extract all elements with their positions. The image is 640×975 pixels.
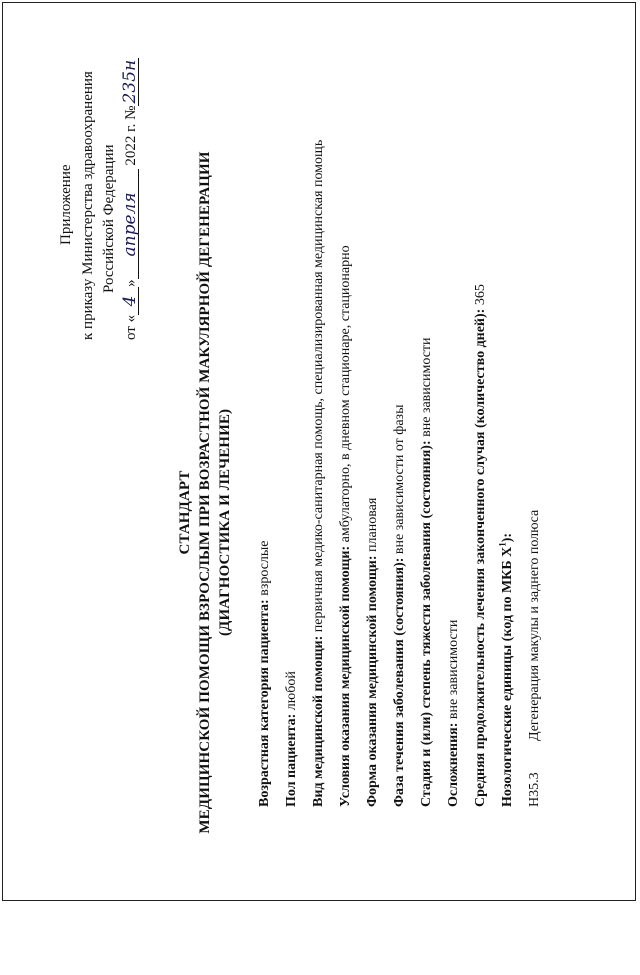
nosology-label-end: ): — [500, 532, 515, 543]
date-month: апреля — [122, 169, 139, 279]
field-value: вне зависимости от фазы — [392, 404, 407, 558]
field-label: Пол пациента: — [284, 713, 299, 807]
field-sex — [284, 671, 300, 807]
field-value: вне зависимости — [419, 337, 434, 441]
appendix-ministry: Российской Федерации — [101, 144, 117, 293]
appendix-label: Приложение — [58, 164, 74, 245]
field-label: Форма оказания медицинской помощи: — [365, 555, 380, 807]
field-label: Осложнения: — [446, 722, 461, 807]
standard-subtitle-2: (ДИАГНОСТИКА И ЛЕЧЕНИЕ) — [217, 408, 233, 637]
field-care-type — [311, 140, 327, 807]
standard-title: СТАНДАРТ — [177, 470, 193, 555]
field-treatment-duration — [473, 284, 489, 807]
date-year: 2022 г. № — [123, 105, 139, 166]
field-care-form — [365, 498, 381, 807]
icd-code: H35.3 — [527, 772, 542, 807]
appendix-order-ref: к приказу Министерства здравоохранения — [80, 71, 96, 340]
date-day: 4 — [122, 287, 139, 315]
field-value: первичная медико-санитарная помощь, специализированная медицинская помощь — [311, 139, 326, 636]
field-disease-stage — [419, 337, 435, 807]
date-prefix: от « — [123, 314, 139, 340]
field-label: Стадия и (или) степень тяжести заболевания (состояния): — [419, 440, 434, 807]
nosology-label: Нозологические единицы (код по МКБ X — [500, 546, 515, 807]
field-value: амбулаторно, в дневном стационаре, стационарно — [338, 245, 353, 546]
field-complications — [446, 620, 462, 807]
date-mid: » — [123, 279, 139, 287]
footnote-marker: 1 — [497, 542, 508, 547]
field-value: 365 — [473, 284, 488, 309]
field-care-conditions — [338, 245, 354, 807]
field-value: любой — [284, 671, 299, 714]
order-number: 235н — [122, 58, 139, 106]
field-value: плановая — [365, 497, 380, 556]
field-label: Условия оказания медицинской помощи: — [338, 545, 353, 807]
nosology-row — [527, 510, 543, 807]
field-label: Средняя продолжительность лечения законченного случая (количество дней): — [473, 308, 488, 807]
field-value: взрослые — [257, 540, 272, 600]
field-value: вне зависимости — [446, 619, 461, 723]
nosology-heading — [497, 532, 516, 807]
field-disease-phase — [392, 405, 408, 808]
standard-subtitle: МЕДИЦИНСКОЙ ПОМОЩИ ВЗРОСЛЫМ ПРИ ВОЗРАСТНОЙ МАКУЛЯРНОЙ ДЕГЕНЕРАЦИИ — [197, 151, 213, 834]
icd-name: Дегенерация макулы и заднего полюса — [527, 509, 542, 741]
field-label: Возрастная категория пациента: — [257, 599, 272, 807]
field-age-category — [257, 540, 273, 807]
appendix-date-line — [122, 58, 139, 340]
field-label: Вид медицинской помощи: — [311, 635, 326, 807]
field-label: Фаза течения заболевания (состояния): — [392, 557, 407, 807]
